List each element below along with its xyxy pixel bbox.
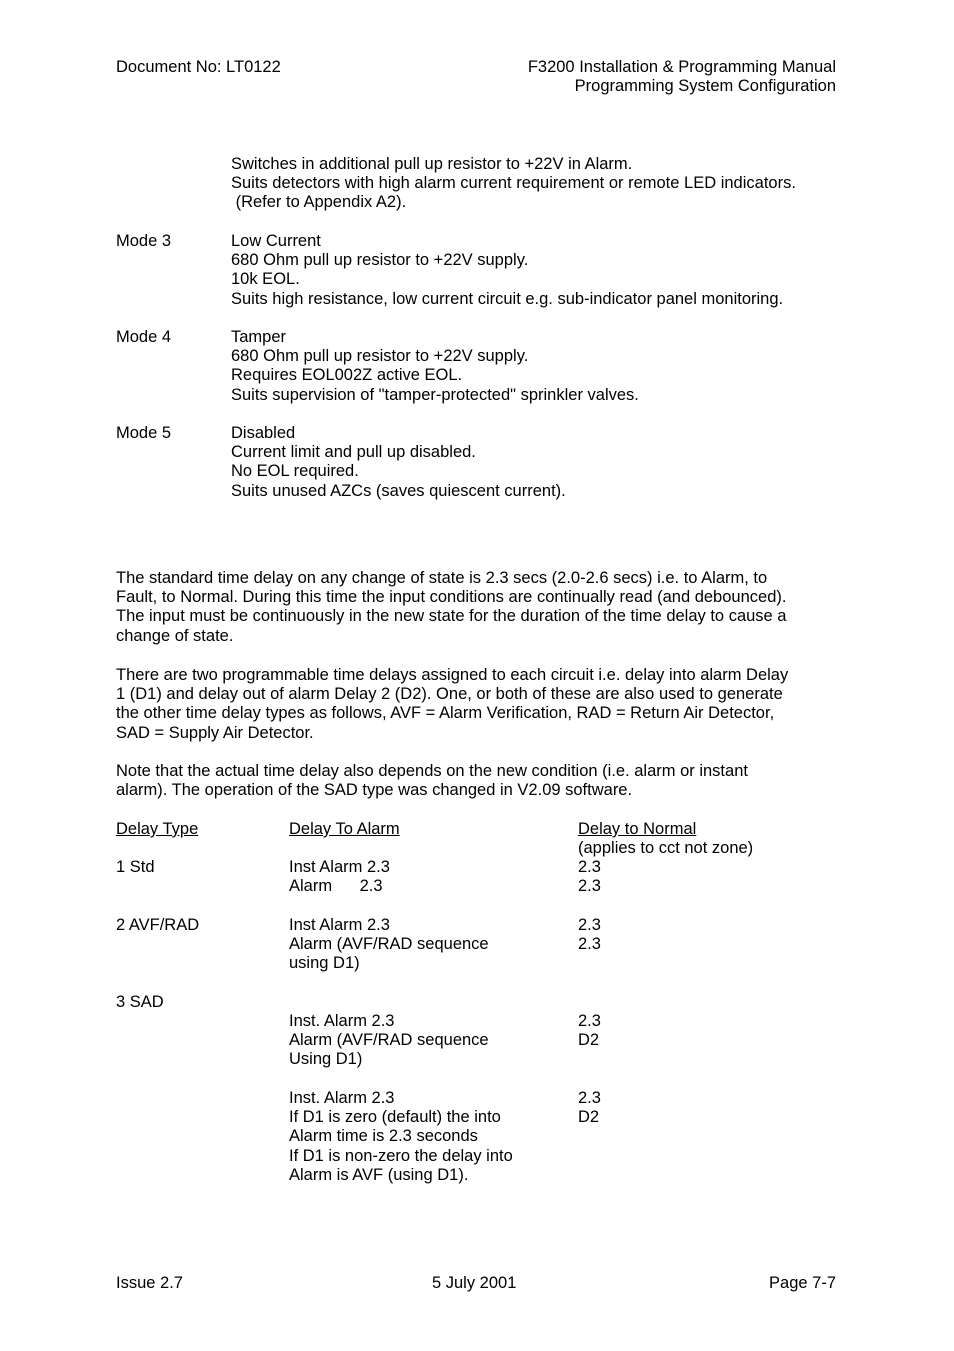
table-cell-line: Alarm (AVF/RAD sequence (289, 935, 489, 954)
table-cell-line: Inst. Alarm 2.3 (289, 1012, 395, 1030)
paragraph-line: 1 (D1) and delay out of alarm Delay 2 (D2). One, or both of these are also used to generate (116, 685, 783, 704)
table-cell-line: Inst Alarm 2.3 (289, 916, 390, 934)
mode-label: Mode 5 (116, 424, 172, 442)
mode-line: Requires EOL002Z active EOL. (231, 366, 463, 385)
mode-line: 680 Ohm pull up resistor to +22V supply. (231, 251, 529, 270)
paragraph-line: The input must be continuously in the new state for the duration of the time delay to cause a (116, 607, 787, 626)
mode-line: Suits unused AZCs (saves quiescent current). (231, 481, 566, 500)
table-row-to-alarm (289, 1012, 489, 1070)
paragraph (116, 569, 786, 646)
mode-line: Suits high resistance, low current circuit e.g. sub-indicator panel monitoring. (231, 289, 784, 308)
table-cell-line: 2.3 (578, 916, 601, 934)
intro-line: (Refer to Appendix A2). (231, 193, 407, 212)
mode-description (231, 328, 639, 405)
mode-line: 680 Ohm pull up resistor to +22V supply. (231, 347, 529, 366)
intro-line: Suits detectors with high alarm current requirement or remote LED indicators. (231, 174, 796, 193)
manual-title: F3200 Installation & Programming Manual (527, 58, 836, 76)
mode-line: Suits supervision of "tamper-protected" sprinkler valves. (231, 385, 639, 404)
footer-issue: Issue 2.7 (116, 1274, 183, 1292)
intro-line: Switches in additional pull up resistor to +22V in Alarm. (231, 155, 633, 173)
footer-page-number: Page 7-7 (769, 1274, 836, 1292)
table-cell-line: Alarm 2.3 (289, 877, 383, 896)
mode-label: Mode 3 (116, 232, 172, 250)
table-cell-line: 2.3 (578, 1012, 601, 1030)
table-cell-line: Inst Alarm 2.3 (289, 858, 390, 876)
paragraph-line: There are two programmable time delays assigned to each circuit i.e. delay into alarm Delay (116, 666, 789, 684)
column-header-delay-to-alarm: Delay To Alarm (289, 820, 400, 838)
table-cell-line: 2.3 (578, 858, 601, 876)
table-cell-line: If D1 is zero (default) the into (289, 1108, 501, 1127)
table-cell-line: 2.3 (578, 935, 601, 954)
table-row-to-alarm (289, 858, 390, 896)
paragraph-line: Fault, to Normal. During this time the input conditions are continually read (and debounced). (116, 588, 787, 607)
table-row-type: 3 SAD (116, 993, 164, 1011)
mode-label: Mode 4 (116, 328, 172, 346)
table-row-to-normal (578, 858, 601, 896)
paragraph-line: the other time delay types as follows, AVF = Alarm Verification, RAD = Return Air Detector, (116, 704, 775, 723)
section-title: Programming System Configuration (574, 77, 836, 96)
paragraph-line: alarm). The operation of the SAD type was changed in V2.09 software. (116, 781, 633, 800)
mode-line: Disabled (231, 424, 296, 442)
column-header-note: (applies to cct not zone) (578, 839, 754, 858)
header-right (528, 58, 836, 96)
mode-line: 10k EOL. (231, 270, 300, 289)
mode-line: Current limit and pull up disabled. (231, 443, 476, 462)
column-header-delay-to-normal-block (578, 820, 753, 858)
mode-description (231, 424, 566, 501)
paragraph (116, 762, 748, 800)
column-header-delay-type: Delay Type (116, 820, 199, 838)
paragraph (116, 666, 788, 743)
paragraph-line: change of state. (116, 626, 234, 645)
table-cell-line: using D1) (289, 954, 360, 973)
intro-block (231, 155, 796, 213)
table-row-to-normal (578, 1089, 601, 1127)
table-cell-line: If D1 is non-zero the delay into (289, 1146, 513, 1165)
table-cell-line: 2.3 (578, 877, 601, 896)
paragraph-line: SAD = Supply Air Detector. (116, 723, 314, 742)
table-row-to-alarm (289, 916, 489, 974)
table-row-type: 2 AVF/RAD (116, 916, 200, 934)
mode-line: No EOL required. (231, 462, 359, 481)
table-cell-line: D2 (578, 1108, 600, 1127)
table-cell-line: Alarm time is 2.3 seconds (289, 1127, 478, 1146)
table-cell-line: 2.3 (578, 1089, 601, 1107)
mode-line: Low Current (231, 232, 321, 250)
table-cell-line: Alarm (AVF/RAD sequence (289, 1031, 489, 1050)
table-cell-line: Inst. Alarm 2.3 (289, 1089, 395, 1107)
table-row-to-normal (578, 1012, 601, 1050)
mode-description (231, 232, 783, 309)
column-header-delay-to-normal: Delay to Normal (578, 820, 697, 838)
table-cell-line: Using D1) (289, 1050, 363, 1069)
document-number: Document No: LT0122 (116, 58, 281, 76)
table-row-to-normal (578, 916, 601, 954)
table-cell-line: Alarm is AVF (using D1). (289, 1165, 469, 1184)
mode-line: Tamper (231, 328, 287, 346)
table-cell-line: D2 (578, 1031, 600, 1050)
table-row-type: 1 Std (116, 858, 155, 876)
paragraph-line: Note that the actual time delay also depends on the new condition (i.e. alarm or instant (116, 762, 748, 780)
table-row-to-alarm (289, 1089, 513, 1185)
paragraph-line: The standard time delay on any change of state is 2.3 secs (2.0-2.6 secs) i.e. to Alarm, to (116, 569, 768, 587)
footer-date: 5 July 2001 (432, 1274, 517, 1292)
